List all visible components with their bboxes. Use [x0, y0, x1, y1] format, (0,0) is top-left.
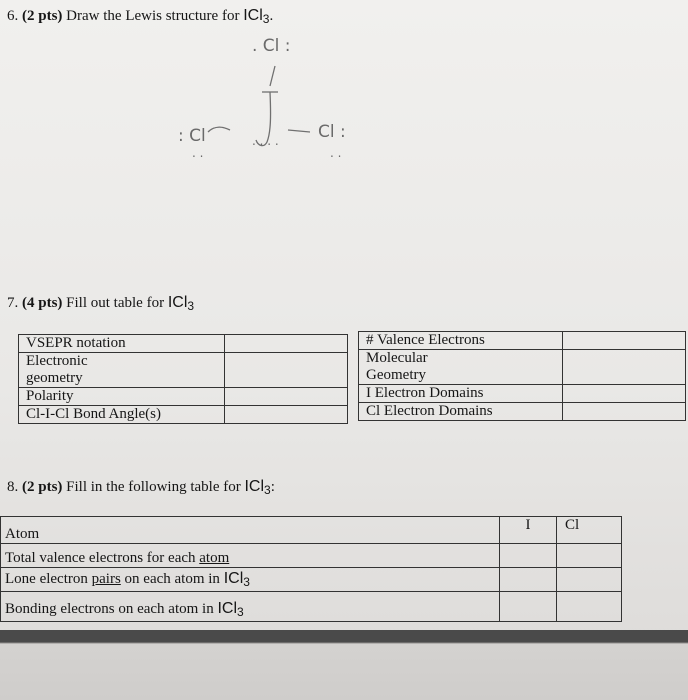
row-label: Total valence electrons for each atom [1, 544, 500, 568]
table-row [359, 332, 686, 350]
question-text: Draw the Lewis structure for [66, 8, 240, 24]
table-header-row [1, 517, 622, 544]
table-8 [0, 516, 622, 622]
question-number: 6. [7, 8, 19, 24]
table-row [359, 385, 686, 403]
answer-cell[interactable] [557, 592, 622, 622]
table-row [1, 592, 622, 622]
table-row [19, 353, 348, 388]
answer-cell[interactable] [500, 544, 557, 568]
question-number: 7. [7, 295, 19, 311]
row-label: Molecular Geometry [359, 350, 563, 385]
answer-cell[interactable] [225, 406, 348, 424]
answer-cell[interactable] [563, 350, 686, 385]
question-number: 8. [7, 479, 19, 495]
chlorine-left: : Cl [178, 126, 206, 146]
row-label: # Valence Electrons [359, 332, 563, 350]
chlorine-right: Cl : [318, 122, 346, 142]
question-7 [7, 294, 194, 313]
answer-cell[interactable] [500, 568, 557, 592]
row-label: Cl-I-Cl Bond Angle(s) [19, 406, 225, 424]
row-label: I Electron Domains [359, 385, 563, 403]
table-7-left [18, 334, 348, 424]
header-atom: Atom [1, 517, 500, 544]
answer-cell[interactable] [557, 568, 622, 592]
formula: ICl$_3$ [244, 478, 271, 497]
header-i: I [500, 517, 557, 544]
lone-pair-dots: . . . . [252, 134, 279, 148]
points-label: (2 pts) [22, 479, 63, 495]
question-6: 6. (2 pts) Draw the Lewis structure for ICl$_3$. [7, 7, 274, 26]
answer-cell[interactable] [563, 385, 686, 403]
points-label: (2 pts) [22, 8, 63, 24]
table-row [19, 406, 348, 424]
question-8: 8. (2 pts) Fill in the following table for ICl$_3$: [7, 478, 275, 497]
row-label: Bonding electrons on each atom in ICl$_3$ [1, 592, 500, 622]
chlorine-top: . Cl : [252, 36, 291, 56]
row-label: Cl Electron Domains [359, 403, 563, 421]
row-label: Polarity [19, 388, 225, 406]
answer-cell[interactable] [563, 332, 686, 350]
table-row [359, 350, 686, 385]
answer-cell[interactable] [557, 544, 622, 568]
answer-cell[interactable] [225, 353, 348, 388]
points-label: (4 pts) [22, 295, 63, 311]
lone-pair-dots: . . [330, 146, 342, 160]
table-7-right [358, 331, 686, 421]
row-label: VSEPR notation [19, 335, 225, 353]
question-text: Fill in the following table for [66, 479, 241, 495]
table-row [19, 388, 348, 406]
row-label: Lone electron pairs on each atom in ICl$_3$ [1, 568, 500, 592]
header-cl: Cl [557, 517, 622, 544]
row-label: Electronic geometry [19, 353, 225, 388]
table-row [19, 335, 348, 353]
table-row [1, 568, 622, 592]
page-bottom-shadow [0, 630, 688, 700]
answer-cell[interactable] [225, 335, 348, 353]
answer-cell[interactable] [500, 592, 557, 622]
table-row [1, 544, 622, 568]
formula: ICl$_3$ [167, 294, 195, 313]
answer-cell[interactable] [225, 388, 348, 406]
table-row [359, 403, 686, 421]
formula: ICl$_3$ [243, 7, 270, 26]
lone-pair-dots: . . [192, 146, 204, 160]
answer-cell[interactable] [563, 403, 686, 421]
question-text: Fill out table for [66, 295, 165, 311]
